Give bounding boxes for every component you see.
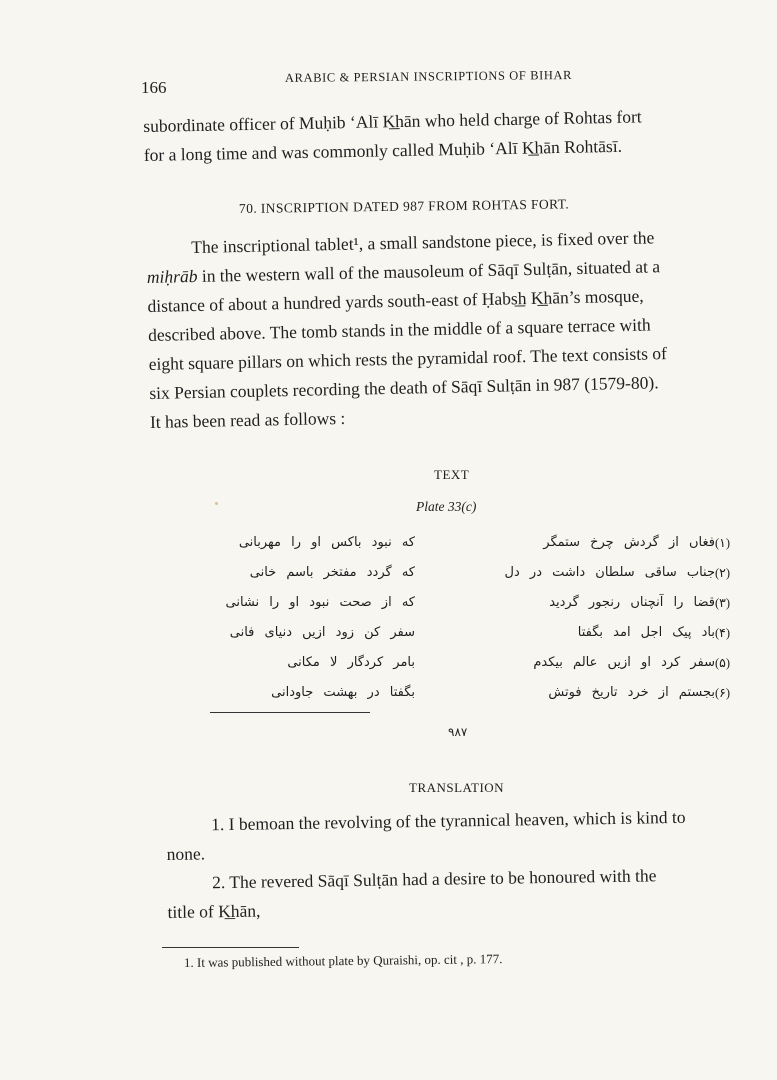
text-line: miḥrāb in the western wall of the mausoleum of Sāqī Sulṭān, situated at a <box>146 256 661 287</box>
couplet-second-hemistich: سفر کن زود ازیں دنیای فانی <box>229 625 415 640</box>
couplet-first-hemistich: بجستم از خرد تاریخ فوتش <box>548 685 715 700</box>
couplet-first-hemistich: قضا را آنچناں رنجور گردید <box>549 595 715 610</box>
couplet-number: (۶) <box>715 686 731 700</box>
text-line: 2. The revered Sāqī Sulṭān had a desire to be honoured with the <box>211 865 657 893</box>
couplet-first-hemistich: باد پیک اجل امد بگفتا <box>577 625 715 640</box>
couplet-first-hemistich: فغاں از گردش چرخ ستمگر <box>543 535 715 550</box>
couplet-number: (۵) <box>715 656 731 670</box>
couplet-first-hemistich: جناب ساقی سلطان داشت در دل <box>504 565 715 580</box>
text-line: for a long time and was commonly called Muḥib ‘Alī K͟hān Rohtāsī. <box>143 135 623 165</box>
running-head: ARABIC & PERSIAN INSCRIPTIONS OF BIHAR <box>284 67 573 85</box>
couplet-number: (۱) <box>715 536 731 550</box>
page-number: 166 <box>141 78 167 97</box>
footnote-rule <box>162 947 299 948</box>
couplet-second-hemistich: بگفتا در بهشت جاودانی <box>271 685 415 700</box>
text-line: six Persian couplets recording the death of Sāqī Sulṭān in 987 (1579-80). <box>149 372 659 403</box>
text-line: The inscriptional tablet¹, a small sandstone piece, is fixed over the <box>191 227 655 258</box>
couplet-row <box>205 685 745 713</box>
text-line: distance of about a hundred yards south-east of Ḥabs͟h K͟hān’s mosque, <box>147 285 644 316</box>
couplet-second-hemistich: که گردد مفتخر باسم خانی <box>249 565 415 580</box>
couplet-row <box>205 655 745 683</box>
couplet-row <box>205 565 745 593</box>
couplet-number: (۲) <box>715 566 731 580</box>
text-line: subordinate officer of Muḥib ‘Alī K͟hān who held charge of Rohtas fort <box>143 106 642 136</box>
couplet-second-hemistich: بامر کردگار لا مکانی <box>287 655 415 670</box>
translation-paragraph <box>166 803 687 927</box>
intro-paragraph <box>143 102 642 170</box>
description-paragraph <box>146 223 668 437</box>
couplet-number: (۳) <box>715 596 731 610</box>
paper-speck <box>215 502 218 505</box>
couplet-number: (۴) <box>715 626 731 640</box>
couplet-row <box>205 595 745 623</box>
text-line: title of K͟hān, <box>167 900 261 922</box>
couplet-second-hemistich: که نبود باکس او را مهربانی <box>238 535 415 550</box>
text-line: 1. I bemoan the revolving of the tyrannical heaven, which is kind to <box>211 806 686 835</box>
section-heading: 70. INSCRIPTION DATED 987 FROM ROHTAS FORT. <box>238 196 570 216</box>
couplet-second-hemistich: که از صحت نبود او را نشانی <box>225 595 415 610</box>
inscription-text <box>205 525 745 725</box>
text-line: described above. The tomb stands in the middle of a square terrace with <box>147 314 651 345</box>
plate-label: Plate 33(c) <box>416 499 477 514</box>
translation-heading: TRANSLATION <box>409 780 505 795</box>
text-heading: TEXT <box>434 467 470 482</box>
couplet-first-hemistich: سفر کرد او ازیں عالم بیکدم <box>533 655 715 670</box>
chronogram-underline <box>210 712 370 713</box>
text-line: It has been read as follows : <box>149 407 346 432</box>
text-line: none. <box>166 843 206 864</box>
couplet-row <box>205 535 745 563</box>
couplet-row <box>205 625 745 653</box>
text-line: eight square pillars on which rests the pyramidal roof. The text consists of <box>148 343 668 374</box>
footnote: 1. It was published without plate by Quraishi, op. cit , p. 177. <box>183 951 503 970</box>
chronogram-year: ۹۸۷ <box>448 725 468 739</box>
italic-term: miḥrāb <box>146 265 198 287</box>
